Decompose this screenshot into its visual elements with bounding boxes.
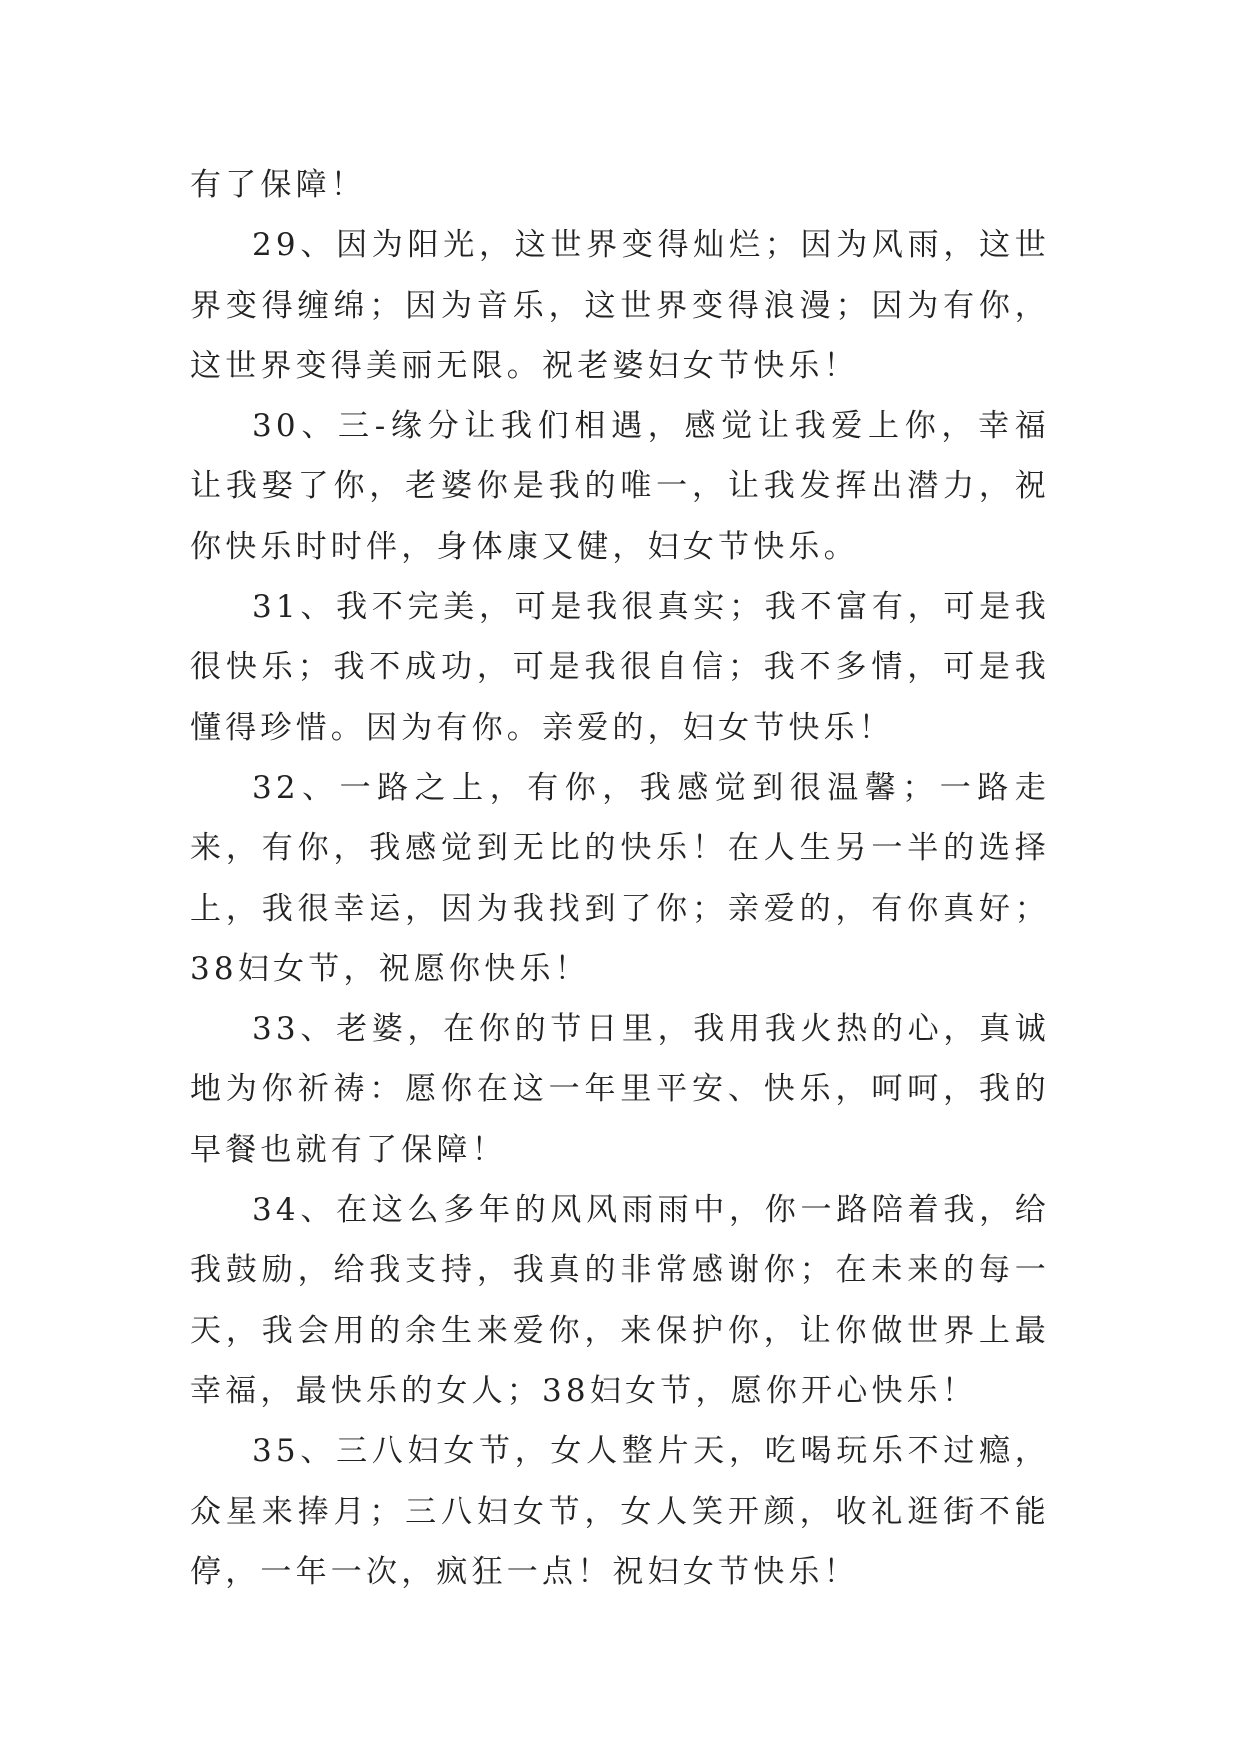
document-body — [190, 155, 1050, 1602]
paragraph-35: 35、三八妇女节，女人整片天，吃喝玩乐不过瘾，众星来捧月；三八妇女节，女人笑开颜，收礼逛街不能停，一年一次，疯狂一点！祝妇女节快乐！ — [190, 1433, 1050, 1590]
paragraph-32: 32、一路之上，有你，我感觉到很温馨；一路走来，有你，我感觉到无比的快乐！在人生另一半的选择上，我很幸运，因为我找到了你；亲爱的，有你真好；38妇女节，祝愿你快乐！ — [190, 769, 1050, 987]
paragraph-34: 34、在这么多年的风风雨雨中，你一路陪着我，给我鼓励，给我支持，我真的非常感谢你；在未来的每一天，我会用的余生来爱你，来保护你，让你做世界上最幸福，最快乐的女人；38妇女节，愿你开心快乐！ — [190, 1192, 1050, 1409]
paragraph-29: 29、因为阳光，这世界变得灿烂；因为风雨，这世界变得缠绵；因为音乐，这世界变得浪漫；因为有你，这世界变得美丽无限。祝老婆妇女节快乐！ — [190, 227, 1050, 384]
paragraph-continuation: 有了保障！ — [190, 167, 366, 203]
paragraph-30: 30、三-缘分让我们相遇，感觉让我爱上你，幸福让我娶了你，老婆你是我的唯一，让我发挥出潜力，祝你快乐时时伴，身体康又健，妇女节快乐。 — [190, 408, 1050, 565]
paragraph-33: 33、老婆，在你的节日里，我用我火热的心，真诚地为你祈祷：愿你在这一年里平安、快乐，呵呵，我的早餐也就有了保障！ — [190, 1011, 1050, 1168]
paragraph-31: 31、我不完美，可是我很真实；我不富有，可是我很快乐；我不成功，可是我很自信；我不多情，可是我懂得珍惜。因为有你。亲爱的，妇女节快乐！ — [190, 589, 1050, 746]
